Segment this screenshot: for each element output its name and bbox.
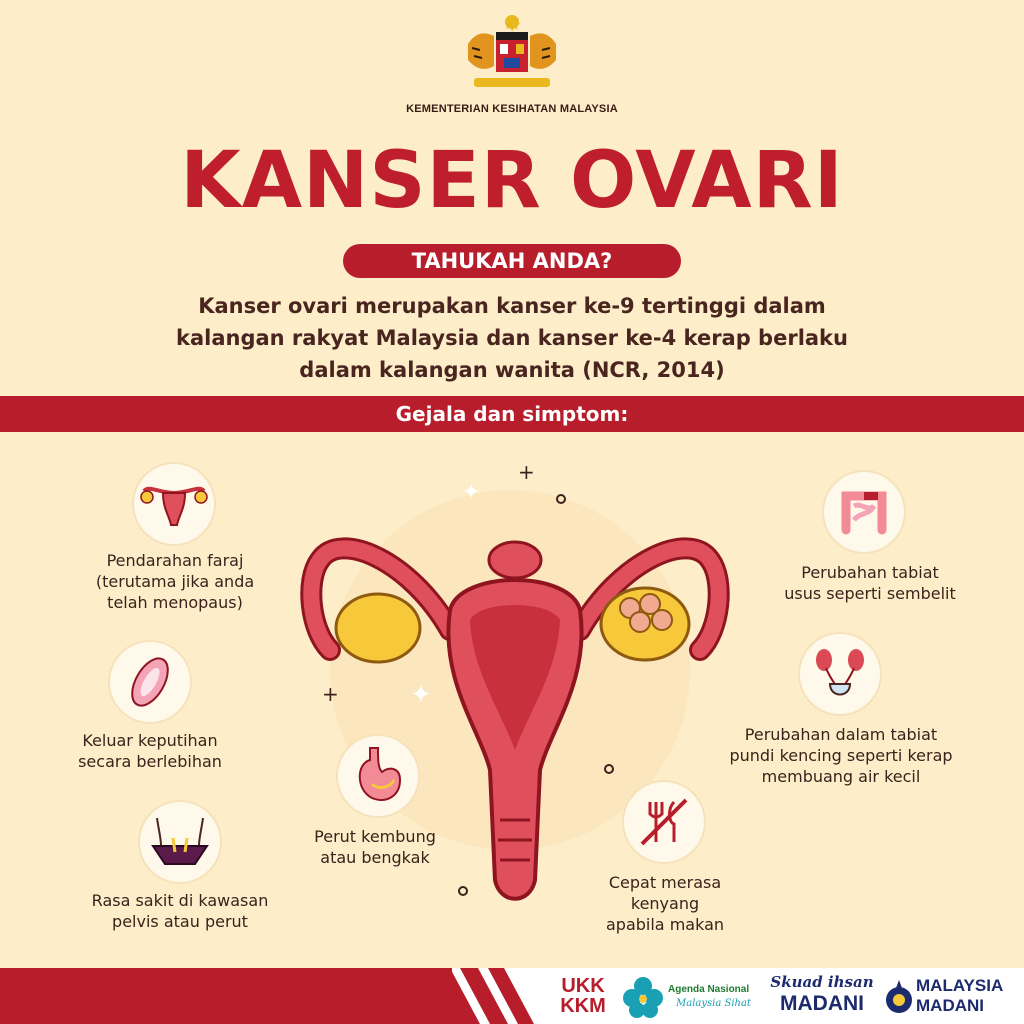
logo-text: KKM xyxy=(560,995,606,1017)
logo-text: Malaysia Sihat xyxy=(676,998,751,1009)
ukk-kkm-logo xyxy=(556,976,610,1018)
intestine-icon xyxy=(822,470,906,554)
symptom-text: apabila makan xyxy=(605,915,725,934)
symptom-text: Pendarahan faraj xyxy=(106,551,244,570)
symptom-text: atau bengkak xyxy=(320,848,430,867)
malaysia-madani-logo xyxy=(882,974,1020,1020)
symptom-label-bowel-changes xyxy=(760,562,980,604)
symptom-text: Perubahan dalam tabiat xyxy=(744,725,938,744)
symptom-text: pundi kencing seperti kerap xyxy=(729,746,953,765)
symptom-text: kenyang xyxy=(630,894,700,913)
no-eating-icon xyxy=(622,780,706,864)
did-you-know-badge: TAHUKAH ANDA? xyxy=(343,244,681,278)
symptom-text: Perut kembung xyxy=(314,827,436,846)
symptom-label-excessive-discharge xyxy=(50,730,250,772)
ministry-crest-logo xyxy=(460,14,564,94)
logo-text: MADANI xyxy=(780,992,864,1015)
pelvis-underwear-icon xyxy=(138,800,222,884)
intro-line: Kanser ovari merupakan kanser ke-9 tertinggi dalam xyxy=(198,294,826,318)
sparkle-icon: ✦ xyxy=(462,480,481,505)
logo-text: Skuad ihsan xyxy=(770,973,874,991)
symptom-label-bladder-changes xyxy=(706,724,976,787)
symptom-text: membuang air kecil xyxy=(761,767,921,786)
bladder-icon xyxy=(798,632,882,716)
sparkle-icon: ✦ xyxy=(410,680,432,710)
logo-text: Agenda Nasional xyxy=(668,984,750,995)
intro-paragraph xyxy=(140,290,884,386)
footer-diagonal-stripes xyxy=(420,968,550,1024)
symptom-label-bloating xyxy=(290,826,460,868)
symptom-text: (terutama jika anda xyxy=(95,572,255,591)
symptom-label-vaginal-bleeding xyxy=(60,550,290,613)
symptom-text: Keluar keputihan xyxy=(82,731,218,750)
symptom-text: telah menopaus) xyxy=(107,593,243,612)
symptom-text: usus seperti sembelit xyxy=(784,584,956,603)
stomach-icon xyxy=(336,734,420,818)
ministry-name: KEMENTERIAN KESIHATAN MALAYSIA xyxy=(406,103,618,115)
logo-text: UKK xyxy=(561,975,605,997)
symptoms-section-title: Gejala dan simptom: xyxy=(0,396,1024,432)
symptom-text: Perubahan tabiat xyxy=(801,563,939,582)
uterus-icon xyxy=(132,462,216,546)
sanitary-pad-icon xyxy=(108,640,192,724)
symptom-label-early-satiety xyxy=(580,872,750,935)
sparkle-icon: + xyxy=(518,460,535,484)
symptom-text: Rasa sakit di kawasan xyxy=(91,891,269,910)
dot-icon xyxy=(556,494,566,504)
logo-text: MADANI xyxy=(916,996,984,1015)
page-title: KANSER OVARI xyxy=(180,136,844,226)
symptom-text: Cepat merasa xyxy=(608,873,722,892)
skuad-ihsan-madani-logo xyxy=(770,972,874,1020)
madani-emblem-icon xyxy=(884,978,914,1016)
symptom-text: pelvis atau perut xyxy=(112,912,248,931)
intro-line: kalangan rakyat Malaysia dan kanser ke-4 kerap berlaku xyxy=(176,326,848,350)
intro-line: dalam kalangan wanita (NCR, 2014) xyxy=(299,358,725,382)
symptom-text: secara berlebihan xyxy=(78,752,222,771)
hibiscus-icon xyxy=(620,974,666,1020)
symptom-label-pelvic-pain xyxy=(60,890,300,932)
logo-text: MALAYSIA xyxy=(916,976,1004,995)
sparkle-icon: + xyxy=(322,682,339,706)
agenda-nasional-logo xyxy=(620,974,760,1020)
